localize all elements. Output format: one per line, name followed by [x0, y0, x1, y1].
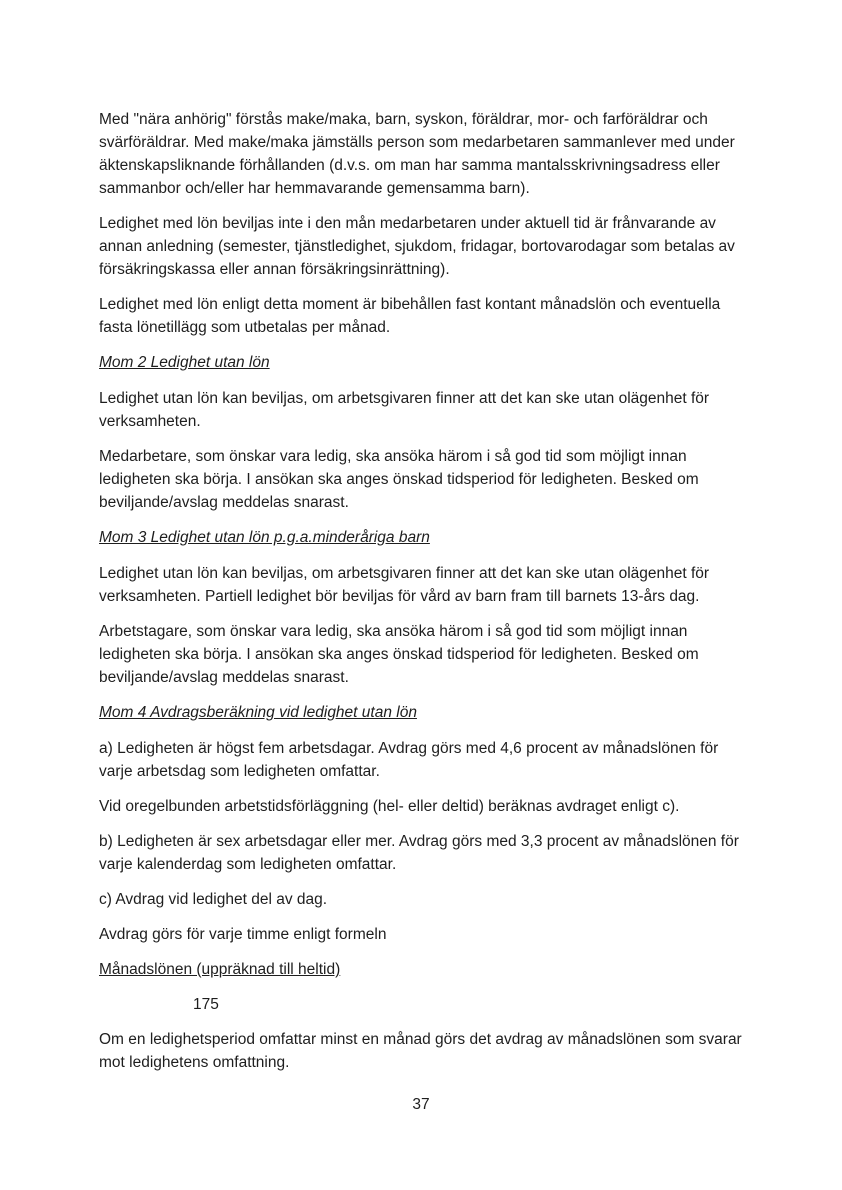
paragraph-paid-leave-exclusions: Ledighet med lön beviljas inte i den mån medarbetaren under aktuell tid är frånvarande av annan anledning (semester, tjänstledighet, sjukdom, fridagar, bortovarodagar som betalas av försäkringskassa eller annan försäkringsinrättning).	[99, 215, 735, 278]
paragraph-deduction-c: c) Avdrag vid ledighet del av dag.	[99, 891, 328, 908]
paragraph-deduction-a: a) Ledigheten är högst fem arbetsdagar. Avdrag görs med 4,6 procent av månadslönen för varje arbetsdag som ledigheten omfattar.	[99, 740, 719, 780]
paragraph-minor-children-leave: Ledighet utan lön kan beviljas, om arbetsgivaren finner att det kan ske utan olägenhet för verksamheten. Partiell ledighet bör beviljas för vård av barn fram till barnets 13-års dag.	[99, 565, 710, 605]
paragraph-deduction-b: b) Ledigheten är sex arbetsdagar eller mer. Avdrag görs med 3,3 procent av månadslönen för varje kalenderdag som ledigheten omfattar.	[99, 833, 739, 873]
document-content	[99, 108, 745, 1086]
paragraph-minor-children-application: Arbetstagare, som önskar vara ledig, ska ansöka härom i så god tid som möjligt innan ledigheten ska börja. I ansökan ska anges önskad tidsperiod för ledigheten. Besked om beviljande/avslag meddelas snarast.	[99, 623, 699, 686]
section-heading-mom3: Mom 3 Ledighet utan lön p.g.a.minderåriga barn	[99, 529, 430, 546]
paragraph-unpaid-leave-grant: Ledighet utan lön kan beviljas, om arbetsgivaren finner att det kan ske utan olägenhet för verksamheten.	[99, 390, 710, 430]
paragraph-formula-intro: Avdrag görs för varje timme enligt formeln	[99, 926, 387, 943]
paragraph-close-relatives: Med "nära anhörig" förstås make/maka, barn, syskon, föräldrar, mor- och farföräldrar och svärföräldrar. Med make/maka jämställs person som medarbetaren sammanlever med under äktenskapsliknande förhållanden (d.v.s. om man har samma mantalsskrivningsadress eller sammanbor och/eller har hemmavarande gemensamma barn).	[99, 111, 735, 197]
paragraph-unpaid-leave-application: Medarbetare, som önskar vara ledig, ska ansöka härom i så god tid som möjligt innan ledigheten ska börja. I ansökan ska anges önskad tidsperiod för ledigheten. Besked om beviljande/avslag meddelas snarast.	[99, 448, 699, 511]
section-heading-mom2: Mom 2 Ledighet utan lön	[99, 354, 270, 371]
paragraph-monthly-deduction: Om en ledighetsperiod omfattar minst en månad görs det avdrag av månadslönen som svarar mot ledighetens omfattning.	[99, 1031, 742, 1071]
page-number: 37	[412, 1096, 430, 1113]
section-heading-mom4: Mom 4 Avdragsberäkning vid ledighet utan lön	[99, 704, 417, 721]
paragraph-paid-leave-salary: Ledighet med lön enligt detta moment är bibehållen fast kontant månadslön och eventuella fasta lönetillägg som utbetalas per månad.	[99, 296, 721, 336]
formula-denominator: 175	[193, 996, 219, 1013]
paragraph-irregular-hours: Vid oregelbunden arbetstidsförläggning (hel- eller deltid) beräknas avdraget enligt c).	[99, 798, 680, 815]
formula-numerator: Månadslönen (uppräknad till heltid)	[99, 961, 341, 978]
